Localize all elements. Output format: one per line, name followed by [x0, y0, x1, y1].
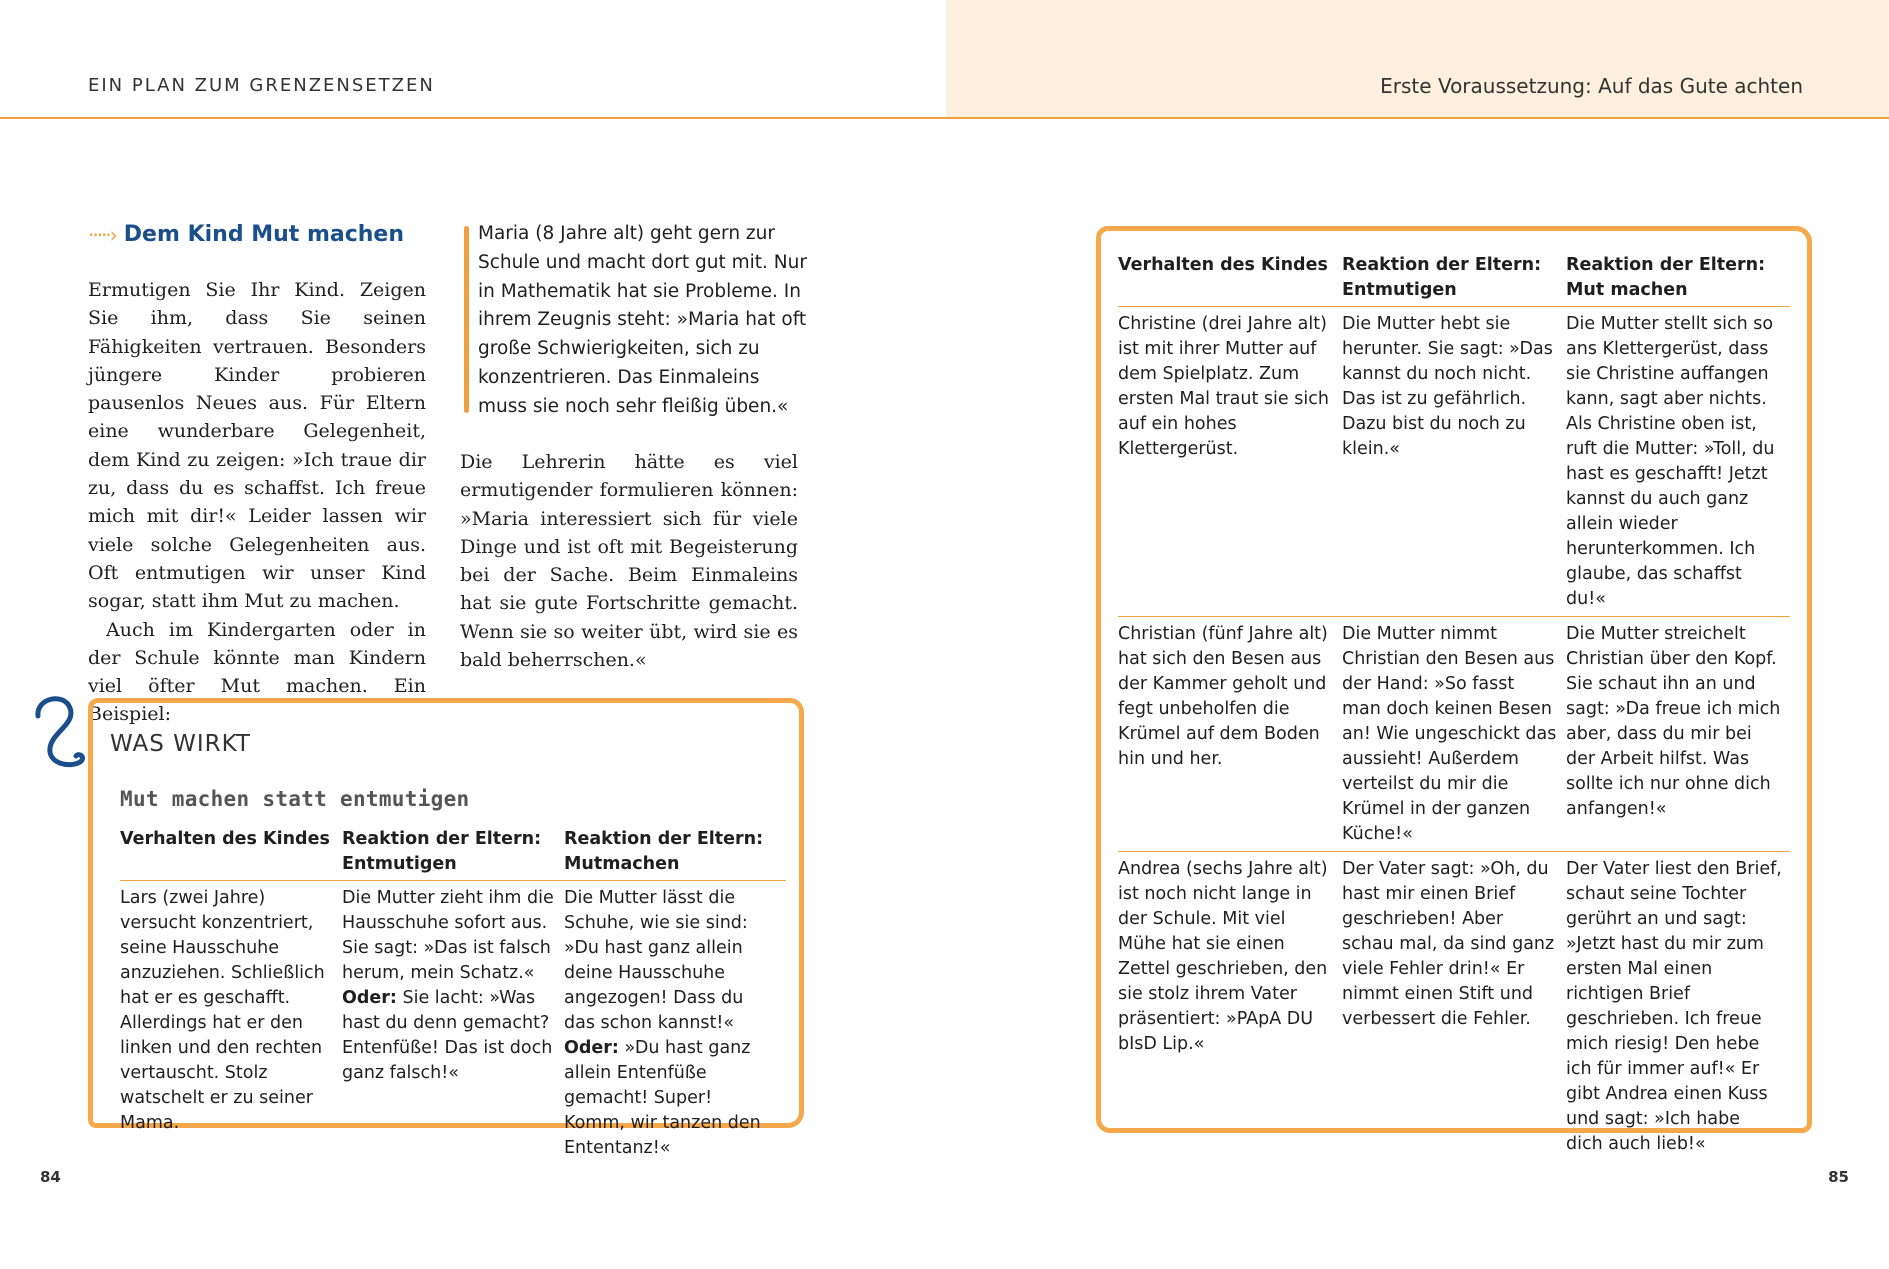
cell-encourage: Die Mutter stellt sich so ans Klettergerüst, dass sie Christine auffangen kann, sagt aber nichts. Als Christine oben ist, ruft die Mutter: »Toll, du hast es geschafft! Jetzt kannst du auch ganz allein wieder herunterkommen. Ich glaube, das schaffst du!«	[1566, 307, 1790, 617]
page-number-left: 84	[40, 1168, 61, 1186]
cell-discourage: Die Mutter hebt sie herunter. Sie sagt: »Das kannst du noch nicht. Das ist zu gefährlich. Dazu bist du noch zu klein.«	[1342, 307, 1566, 617]
page-number-right: 85	[1828, 1168, 1849, 1186]
body-paragraph: Ermutigen Sie Ihr Kind. Zeigen Sie ihm, dass Sie seinen Fähigkeiten vertrauen. Besonders jüngere Kinder probieren pausenlos Neues aus. Für Eltern eine wunderbare Gelegenheit, dem Kind zu zeigen: »Ich traue dir zu, dass du es schaffst. Ich freue mich mit dir!« Leider lassen wir viele solche Gelegenheiten aus. Oft entmutigen wir unser Kind sogar, statt ihm Mut zu machen.	[88, 279, 426, 613]
example-quote: Maria (8 Jahre alt) geht gern zur Schule und macht dort gut mit. Nur in Mathematik hat sie Probleme. In ihrem Zeugnis steht: »Maria hat oft große Schwierigkeiten, sich zu konzentrieren. Das Einmaleins muss sie noch sehr fleißig üben.«	[478, 223, 807, 417]
column-header: Verhalten des Kindes	[1118, 253, 1342, 307]
oder-label: Oder:	[342, 988, 397, 1008]
section-title: Dem Kind Mut machen	[123, 222, 405, 247]
cell-encourage: Der Vater liest den Brief, schaut seine Tochter gerührt an und sagt: »Jetzt hast du mir zum ersten Mal einen richtigen Brief geschrieben. Ich freue mich riesig! Den hebe ich für immer auf!« Er gibt Andrea einen Kuss und sagt: »Ich habe dich auch lieb!«	[1566, 859, 1782, 1154]
cell-encourage: Die Mutter streichelt Christian über den Kopf. Sie schaut ihn an und sagt: »Da freue ich mich aber, dass du mir bei der Arbeit hilfst. Was sollte ich nur ohne dich anfangen!«	[1566, 617, 1790, 852]
box-label: WAS WIRKT	[110, 731, 251, 757]
running-head-right: Erste Voraussetzung: Auf das Gute achten	[1380, 74, 1803, 98]
cell-text: »Du hast ganz allein Entenfüße gemacht! Super! Komm, wir tanzen den Ententanz!«	[564, 1038, 761, 1158]
cell-text: Die Mutter lässt die Schuhe, wie sie sind: »Du hast ganz allein deine Hausschuhe angezogen! Dass du das schon kannst!«	[564, 888, 748, 1033]
section-heading	[88, 222, 404, 247]
column-header: Reaktion der Eltern: Mut machen	[1566, 253, 1790, 307]
column-header: Reaktion der Eltern: Entmutigen	[342, 827, 564, 881]
table-row	[1118, 852, 1790, 1162]
table-row	[120, 881, 786, 1166]
reaction-table-left	[120, 827, 786, 1165]
cell-child-behavior: Lars (zwei Jahre) versucht konzentriert, seine Hausschuhe anzuziehen. Schließlich hat er es geschafft. Allerdings hat er den linken und den rechten vertauscht. Stolz watschelt er zu seiner Mama.	[120, 888, 325, 1133]
cell-child-behavior: Andrea (sechs Jahre alt) ist noch nicht lange in der Schule. Mit viel Mühe hat sie einen Zettel geschrieben, den sie stolz ihrem Vater präsentiert: »PApA DU bIsD Lip.«	[1118, 859, 1328, 1054]
running-head-left: EIN PLAN ZUM GRENZENSETZEN	[88, 75, 435, 96]
box-subtitle: Mut machen statt entmutigen	[120, 787, 470, 811]
table-row	[1118, 617, 1790, 852]
column-header: Verhalten des Kindes	[120, 827, 342, 881]
oder-label: Oder:	[564, 1038, 619, 1058]
table-header-row	[1118, 253, 1790, 307]
cell-encourage	[564, 881, 786, 1166]
arrow-right-icon: ·····›	[88, 222, 116, 247]
reaction-table-right	[1118, 253, 1790, 1161]
cell-discourage: Der Vater sagt: »Oh, du hast mir einen Brief geschrieben! Aber schau mal, da sind ganz viele Fehler drin!« Er nimmt einen Stift und verbessert die Fehler.	[1342, 859, 1555, 1029]
cell-text: Die Mutter zieht ihm die Hausschuhe sofort aus. Sie sagt: »Das ist falsch herum, mein Schatz.«	[342, 888, 554, 983]
table-row	[1118, 307, 1790, 617]
header-band	[946, 0, 1889, 119]
body-paragraph: Auch im Kindergarten oder in der Schule könnte man Kindern viel öfter Mut machen. Ein Beispiel:	[88, 618, 426, 726]
body-column-2	[460, 448, 798, 674]
cell-child-behavior: Christine (drei Jahre alt) ist mit ihrer Mutter auf dem Spielplatz. Zum ersten Mal traut sie sich auf ein hohes Klettergerüst.	[1118, 307, 1342, 617]
body-paragraph: Die Lehrerin hätte es viel ermutigender formulieren können: »Maria interessiert sich für viele Dinge und ist oft mit Begeisterung bei der Sache. Beim Einmaleins hat sie gute Fortschritte gemacht. Wenn sie so weiter übt, wird sie es bald beherrschen.«	[460, 451, 798, 672]
cell-child-behavior: Christian (fünf Jahre alt) hat sich den Besen aus der Kammer geholt und fegt unbeholfen die Krümel auf dem Boden hin und her.	[1118, 617, 1342, 852]
column-header: Reaktion der Eltern: Entmutigen	[1342, 253, 1566, 307]
quote-bar	[464, 226, 469, 413]
question-mark-icon	[30, 690, 90, 790]
column-header: Reaktion der Eltern: Mutmachen	[564, 827, 786, 881]
cell-discourage	[342, 881, 564, 1166]
body-column-1	[88, 276, 426, 729]
cell-discourage: Die Mutter nimmt Christian den Besen aus der Hand: »So fasst man doch keinen Besen an! Wie ungeschickt das aussieht! Außerdem verteilst du mir die Krümel in der ganzen Küche!«	[1342, 617, 1566, 852]
header-rule	[0, 117, 1889, 119]
cell-text: Sie lacht: »Was hast du denn gemacht? Entenfüße! Das ist doch ganz falsch!«	[342, 988, 553, 1083]
table-header-row	[120, 827, 786, 881]
